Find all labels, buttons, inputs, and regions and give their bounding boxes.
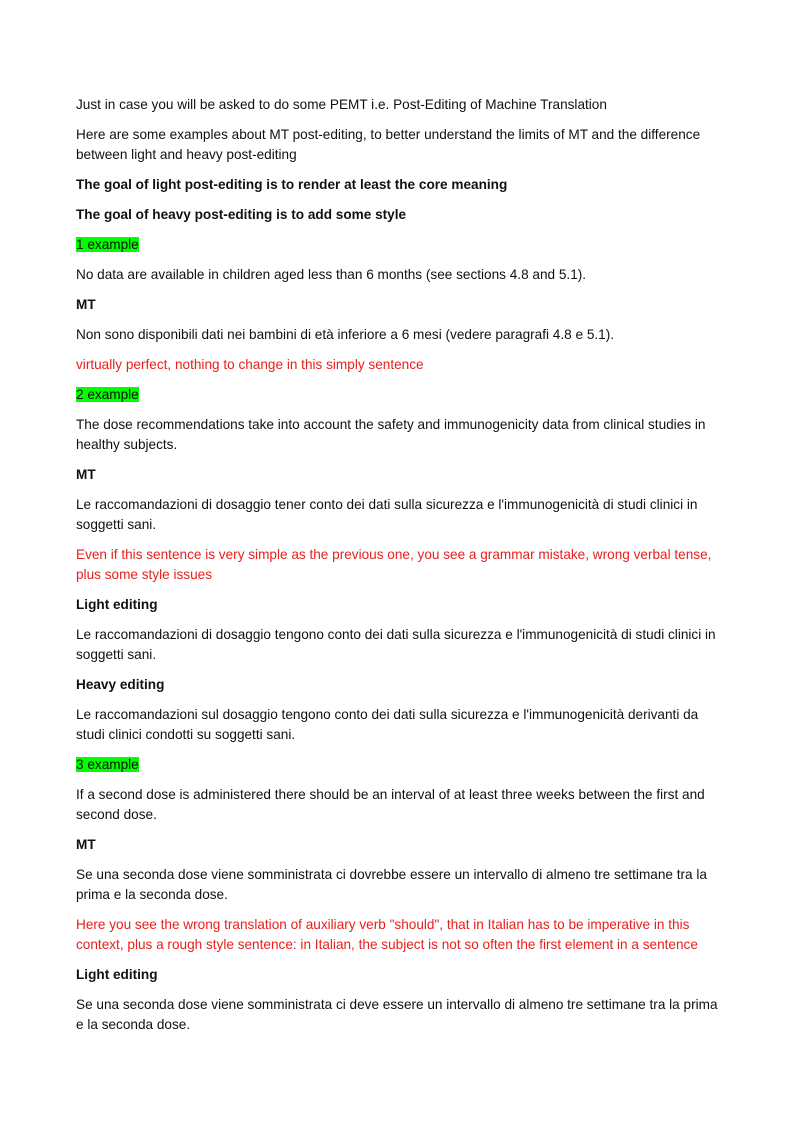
example-3-mt-label: MT xyxy=(76,837,96,852)
example-1-comment: virtually perfect, nothing to change in this simply sentence xyxy=(76,357,424,372)
example-2-mt-text: Le raccomandazioni di dosaggio tener conto dei dati sulla sicurezza e l'immunogenicità di studi clinici in soggetti sani. xyxy=(76,497,698,532)
example-3-comment: Here you see the wrong translation of auxiliary verb "should", that in Italian has to be imperative in this context, plus a rough style sentence: in Italian, the subject is not so often the first element in a sentence xyxy=(76,917,698,952)
document-body xyxy=(76,95,726,1045)
intro-explanation: Here are some examples about MT post-editing, to better understand the limits of MT and the difference between light and heavy post-editing xyxy=(76,127,701,162)
example-2-heading xyxy=(76,385,726,405)
example-3-light-editing-text: Se una seconda dose viene somministrata ci deve essere un intervallo di almeno tre settimane tra la prima e la seconda dose. xyxy=(76,997,718,1032)
example-1-heading xyxy=(76,235,726,255)
example-2-heavy-editing-label: Heavy editing xyxy=(76,677,165,692)
heavy-post-editing-goal: The goal of heavy post-editing is to add some style xyxy=(76,207,407,222)
example-2-mt-label: MT xyxy=(76,467,96,482)
example-3-light-editing-label: Light editing xyxy=(76,967,158,982)
intro-text: Just in case you will be asked to do some PEMT i.e. Post-Editing of Machine Translation xyxy=(76,97,607,112)
example-2-light-editing-label: Light editing xyxy=(76,597,158,612)
example-1-mt-text: Non sono disponibili dati nei bambini di età inferiore a 6 mesi (vedere paragrafi 4.8 e 5.1). xyxy=(76,327,615,342)
example-2-light-editing-text: Le raccomandazioni di dosaggio tengono conto dei dati sulla sicurezza e l'immunogenicità di studi clinici in soggetti sani. xyxy=(76,627,716,662)
example-3-source: If a second dose is administered there should be an interval of at least three weeks between the first and second dose. xyxy=(76,787,705,822)
example-1-highlight: 1 example xyxy=(76,237,139,252)
example-3-heading xyxy=(76,755,726,775)
light-post-editing-goal: The goal of light post-editing is to render at least the core meaning xyxy=(76,177,508,192)
example-2-source: The dose recommendations take into account the safety and immunogenicity data from clinical studies in healthy subjects. xyxy=(76,417,706,452)
example-1-mt-label: MT xyxy=(76,297,96,312)
example-2-highlight: 2 example xyxy=(76,387,139,402)
example-3-highlight: 3 example xyxy=(76,757,139,772)
example-2-comment: Even if this sentence is very simple as the previous one, you see a grammar mistake, wrong verbal tense, plus some style issues xyxy=(76,547,712,582)
example-3-mt-text: Se una seconda dose viene somministrata ci dovrebbe essere un intervallo di almeno tre settimane tra la prima e la seconda dose. xyxy=(76,867,707,902)
example-1-source: No data are available in children aged less than 6 months (see sections 4.8 and 5.1). xyxy=(76,267,587,282)
example-2-heavy-editing-text: Le raccomandazioni sul dosaggio tengono conto dei dati sulla sicurezza e l'immunogenicità derivanti da studi clinici condotti su soggetti sani. xyxy=(76,707,699,742)
